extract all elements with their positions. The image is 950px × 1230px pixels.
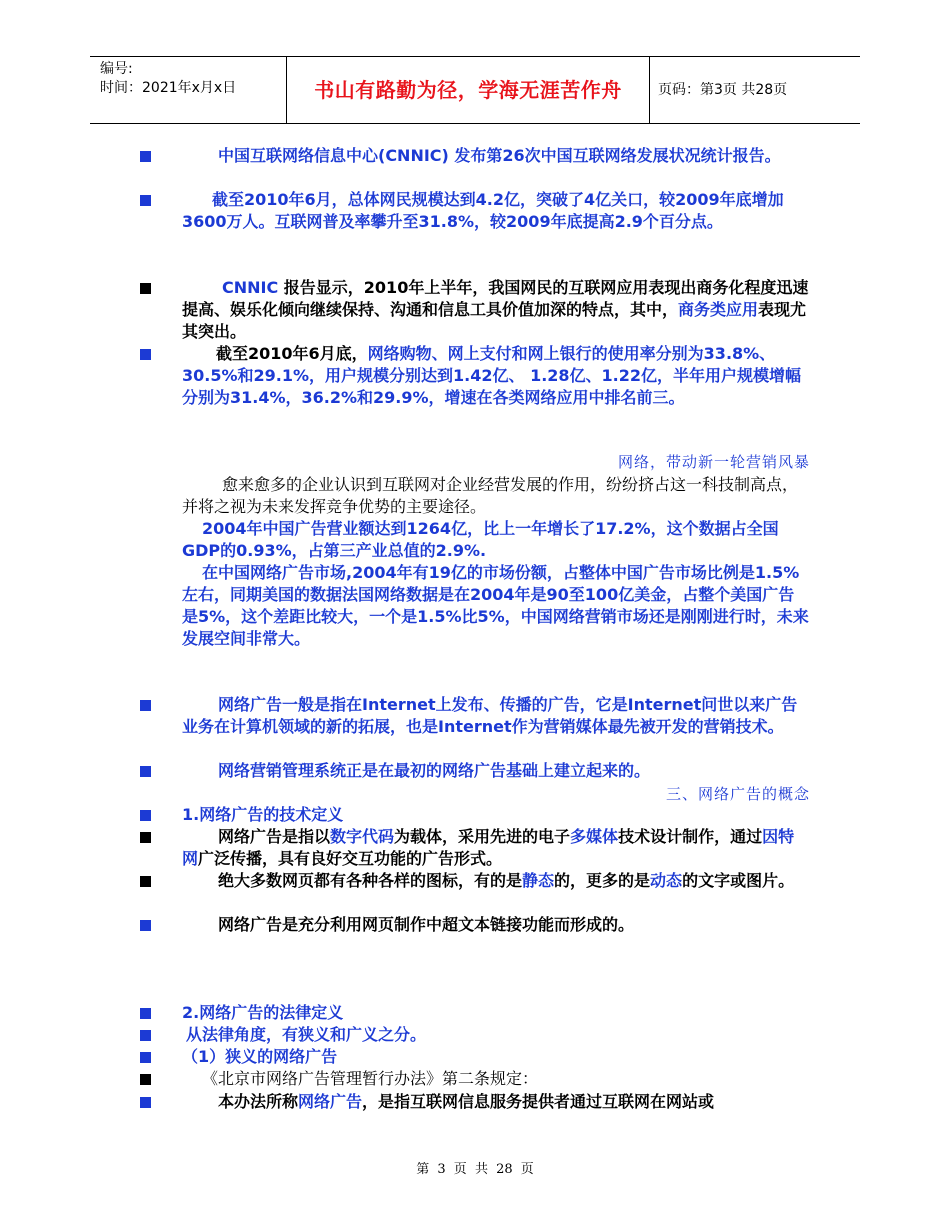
header-motto: 书山有路勤为径，学海无涯苦作舟 bbox=[287, 57, 650, 123]
square-bullet-icon bbox=[140, 766, 151, 777]
square-bullet-icon bbox=[140, 1074, 151, 1085]
text-span: 广泛传播，具有良好交互功能的广告形式。 bbox=[198, 849, 503, 868]
digital-code-link[interactable]: 数字代码 bbox=[330, 827, 395, 846]
paragraph-text bbox=[182, 1091, 810, 1113]
internet-link[interactable]: 因特网 bbox=[182, 827, 795, 868]
text-span: 网络广告是指以 bbox=[218, 827, 331, 846]
paragraph-text bbox=[182, 277, 810, 343]
square-bullet-icon bbox=[140, 151, 151, 162]
square-bullet-icon bbox=[140, 832, 151, 843]
square-bullet-icon bbox=[140, 1008, 151, 1019]
square-bullet-icon bbox=[140, 1030, 151, 1041]
header-meta-cell bbox=[90, 57, 287, 123]
square-bullet-icon bbox=[140, 810, 151, 821]
text-span: 的，更多的是 bbox=[554, 871, 651, 890]
square-bullet-icon bbox=[140, 920, 151, 931]
text-span: 绝大多数网页都有各种各样的图标，有的是 bbox=[218, 871, 523, 890]
footer-text: 共 bbox=[474, 1162, 488, 1177]
paragraph-text bbox=[182, 870, 810, 892]
text-span: 的文字或图片。 bbox=[682, 871, 795, 890]
paragraph-text: 《北京市网络广告管理暂行办法》第二条规定： bbox=[202, 1069, 539, 1088]
footer-text: 页 bbox=[453, 1162, 467, 1177]
square-bullet-icon bbox=[140, 195, 151, 206]
paragraph-text: 中国互联网络信息中心(CNNIC) 发布第26次中国互联网络发展状况统计报告。 bbox=[218, 146, 781, 165]
section-note: 网络，带动新一轮营销风暴 bbox=[617, 453, 810, 471]
paragraph-text bbox=[182, 343, 810, 409]
paragraph-text: 网络广告是充分利用网页制作中超文本链接功能而形成的。 bbox=[218, 915, 635, 934]
footer-total-pages: 28 bbox=[496, 1162, 513, 1177]
time-label: 时间：2021年x月x日 bbox=[100, 80, 237, 96]
subheading: 2.网络广告的法律定义 bbox=[182, 1003, 344, 1022]
paragraph-text: 在中国网络广告市场,2004年有19亿的市场份额，占整体中国广告市场比例是1.5%左右，同期美国的数据法国网络数据是在2004年是90至100亿美金，占整个美国广告是5%，这个差距比较大，一个是1.5%比5%，中国网络营销市场还是刚刚进行时，未来发展空间非常大。 bbox=[182, 563, 809, 648]
text-span: 为载体，采用先进的电子 bbox=[394, 827, 571, 846]
page-header bbox=[90, 56, 860, 124]
square-bullet-icon bbox=[140, 1097, 151, 1108]
header-page-info: 页码：第3页 共28页 bbox=[658, 82, 788, 98]
footer-text: 页 bbox=[520, 1162, 534, 1177]
paragraph-text bbox=[182, 826, 810, 870]
paragraph-text: 2004年中国广告营业额达到1264亿，比上一年增长了17.2%，这个数据占全国GDP的0.93%，占第三产业总值的2.9%. bbox=[182, 519, 779, 560]
dynamic-link[interactable]: 动态 bbox=[650, 871, 683, 890]
paragraph-text: 截至2010年6月，总体网民规模达到4.2亿，突破了4亿关口，较2009年底增加3600万人。互联网普及率攀升至31.8%，较2009年底提高2.9个百分点。 bbox=[182, 190, 784, 231]
paragraph-text: 网络营销管理系统正是在最初的网络广告基础上建立起来的。 bbox=[218, 761, 651, 780]
square-bullet-icon bbox=[140, 349, 151, 360]
square-bullet-icon bbox=[140, 876, 151, 887]
paragraph-text: 从法律角度，有狭义和广义之分。 bbox=[186, 1025, 427, 1044]
text-span: 截至2010年6月底， bbox=[216, 344, 368, 363]
multimedia-link[interactable]: 多媒体 bbox=[570, 827, 619, 846]
page-footer bbox=[0, 1158, 950, 1177]
footer-page-number: 3 bbox=[437, 1162, 446, 1177]
text-span: ，是指互联网信息服务提供者通过互联网在网站或 bbox=[362, 1092, 715, 1111]
paragraph-text: 愈来愈多的企业认识到互联网对企业经营发展的作用，纷纷挤占这一科技制高点，并将之视为未来发挥竞争优势的主要途径。 bbox=[182, 475, 799, 516]
square-bullet-icon bbox=[140, 283, 151, 294]
text-span: 网络购物、网上支付和网上银行的使用率分别为33.8%、30.5%和29.1%，用户规模分别达到1.42亿、 1.28亿、1.22亿，半年用户规模增幅分别为31.4%，36.2%和29.9%，增速在各类网络应用中排名前三。 bbox=[182, 344, 802, 407]
section-heading: 三、网络广告的概念 bbox=[665, 785, 810, 803]
text-span: 本办法所称 bbox=[218, 1092, 299, 1111]
square-bullet-icon bbox=[140, 1052, 151, 1063]
paragraph-text: 网络广告一般是指在Internet上发布、传播的广告，它是Internet问世以来广告业务在计算机领域的新的拓展，也是Internet作为营销媒体最先被开发的营销技术。 bbox=[182, 695, 798, 736]
subheading: （1）狭义的网络广告 bbox=[182, 1047, 338, 1066]
commerce-apps-link[interactable]: 商务类应用 bbox=[678, 300, 759, 319]
cnnic-term: CNNIC bbox=[222, 278, 279, 297]
number-label: 编号: bbox=[100, 61, 133, 77]
text-span: 表现尤其突出。 bbox=[182, 300, 807, 341]
text-span: 报告显示，2010年上半年，我国网民的互联网应用表现出商务化程度迅速提高、娱乐化倾向继续保持、沟通和信息工具价值加深的特点，其中， bbox=[182, 278, 809, 319]
text-span: 技术设计制作，通过 bbox=[618, 827, 763, 846]
subheading: 1.网络广告的技术定义 bbox=[182, 805, 344, 824]
network-ad-link[interactable]: 网络广告 bbox=[298, 1092, 363, 1111]
static-link[interactable]: 静态 bbox=[522, 871, 555, 890]
footer-text: 第 bbox=[416, 1162, 430, 1177]
square-bullet-icon bbox=[140, 700, 151, 711]
